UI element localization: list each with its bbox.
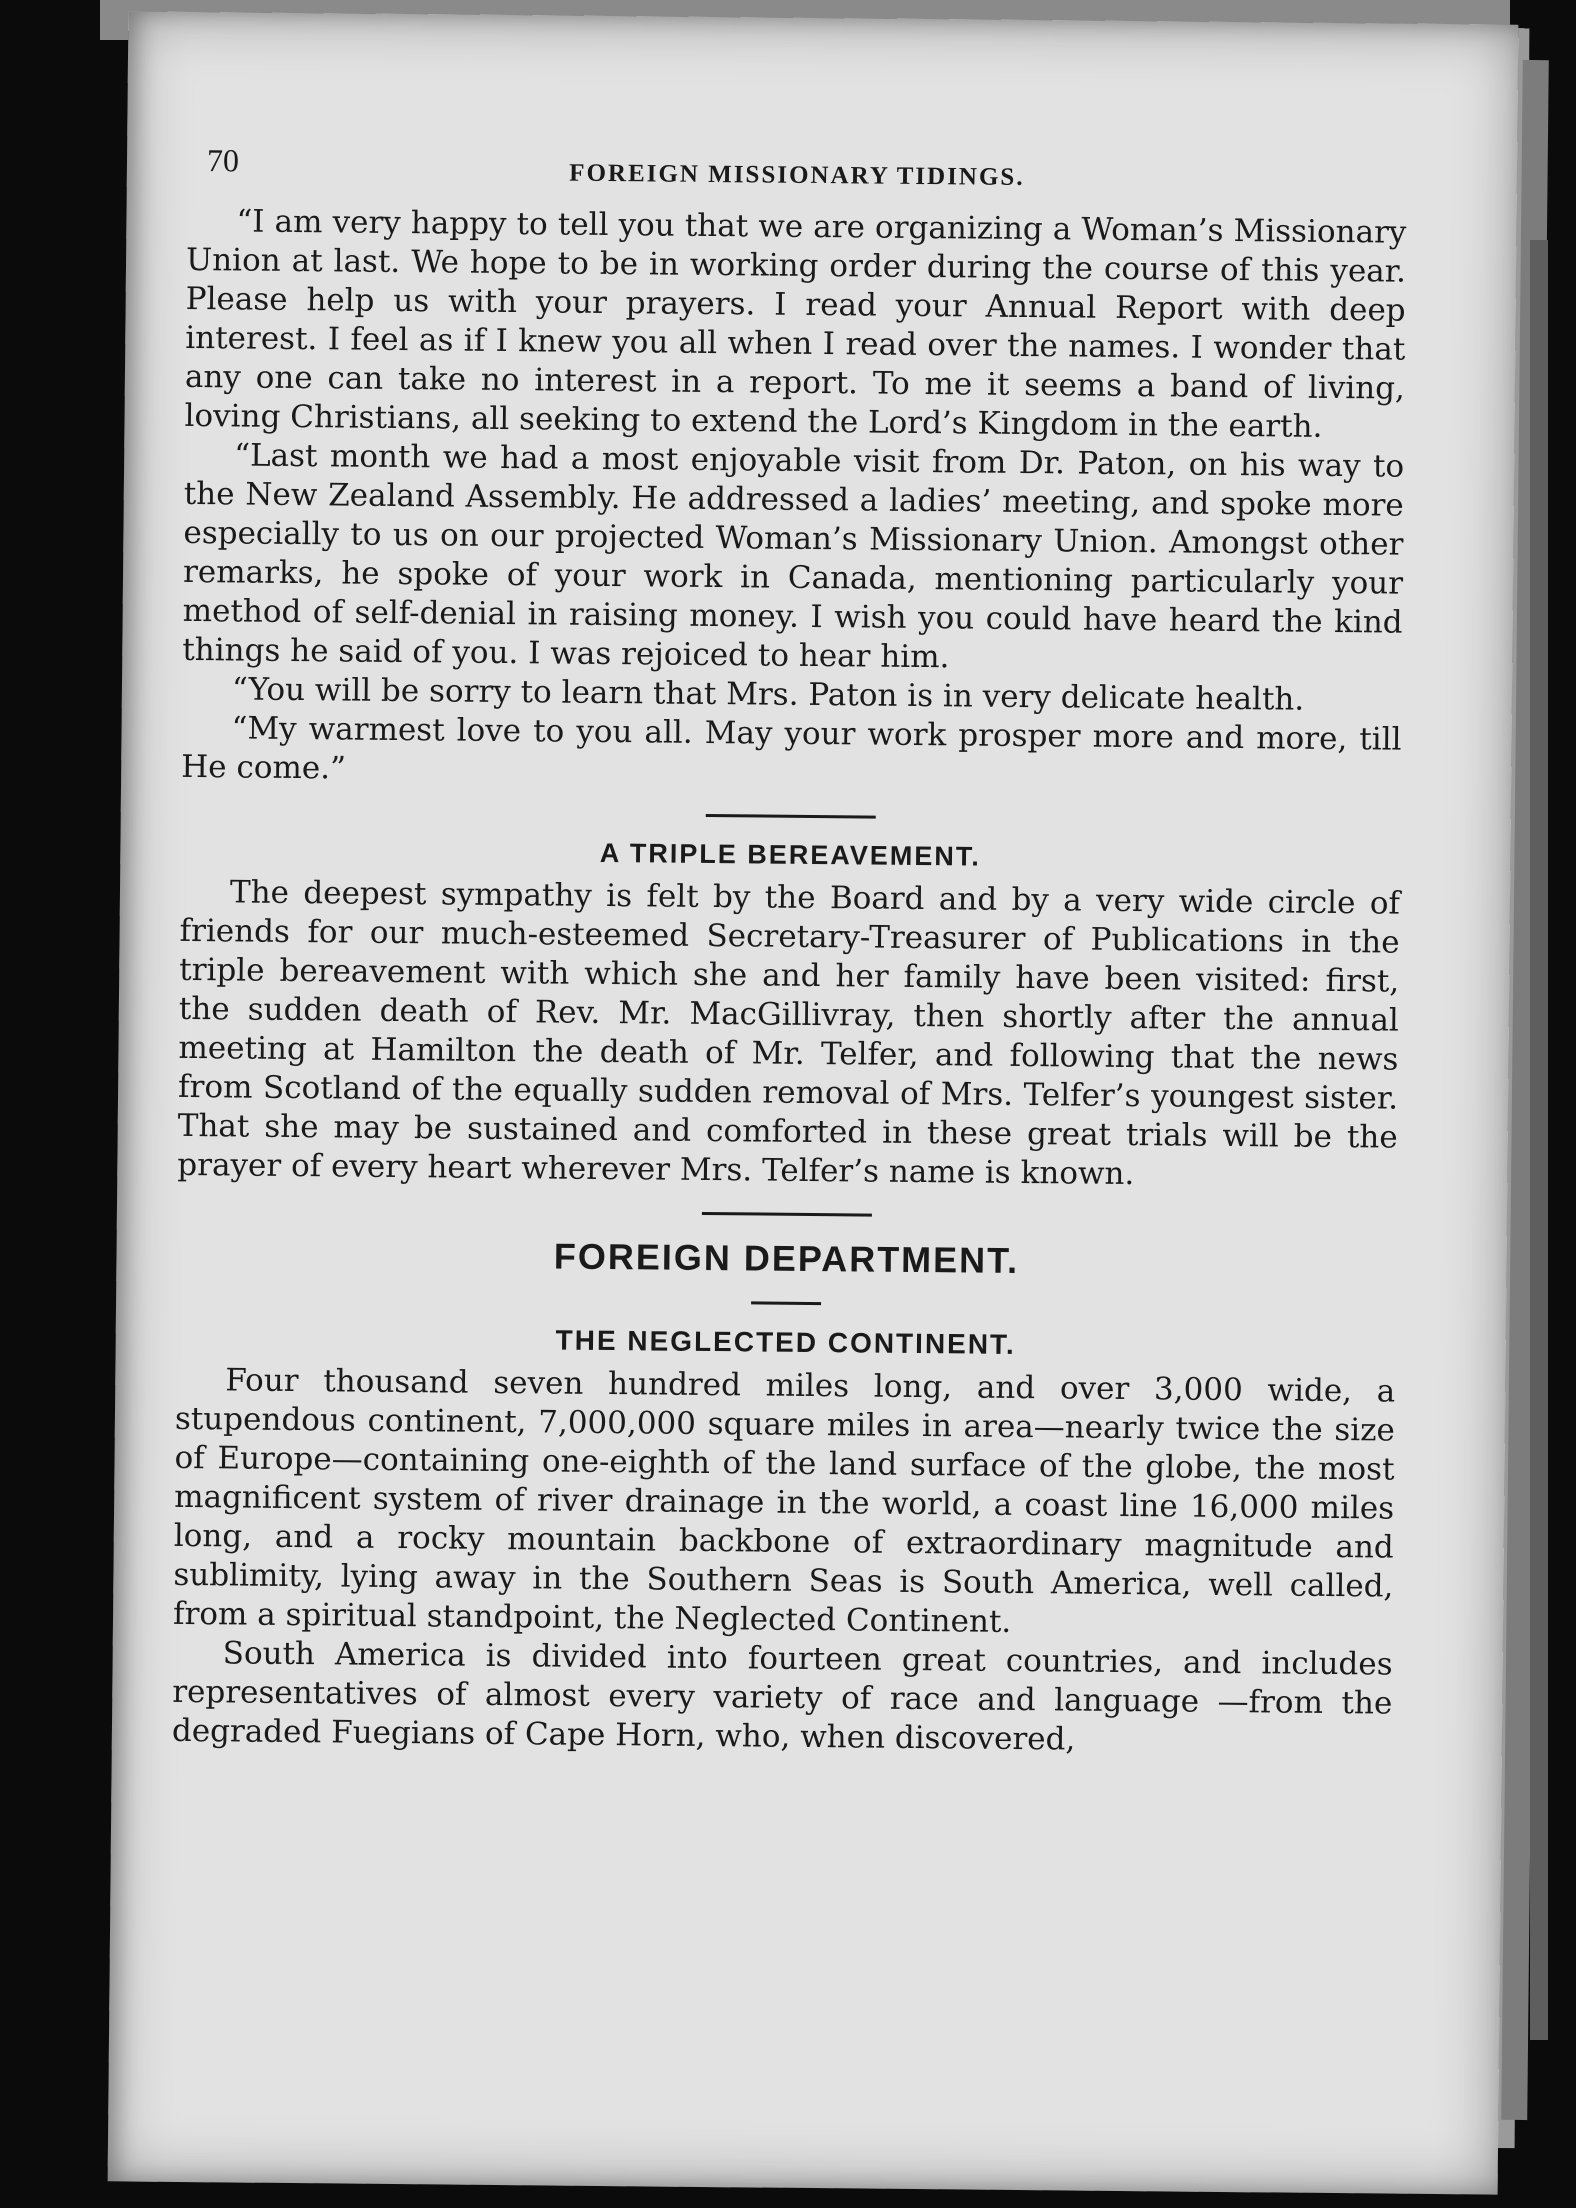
section-divider bbox=[706, 814, 876, 819]
bereavement-paragraph: The deepest sympathy is felt by the Board and by a very wide circle of friends for our much-esteemed Secretary-Treasurer of Publications in the triple bereavement with which she and her family have been visited: first, the sudden death of Rev. Mr. MacGillivray, then shortly after the annual meeting at Hamilton the death of Mr. Telfer, and following that the news from Scotland of the equally sudden removal of Mrs. Telfer’s youngest sister. That she may be sustained and comforted in these great trials will be the prayer of every heart wherever Mrs. Telfer’s name is known. bbox=[177, 874, 1401, 1193]
letter-paragraph: “My warmest love to you all. May your work prosper more and more, till He come.” bbox=[181, 710, 1402, 787]
page-content bbox=[172, 142, 1407, 1763]
letter-paragraph: “I am very happy to tell you that we are organizing a Woman’s Missionary Union at last. We hope to be in working order during the course of this year. Please help us with your prayers. I read your Annual Report with deep interest. I feel as if I knew you all when I read over the names. I wonder that any one can take no interest in a report. To me it seems a band of living, loving Christians, all seeking to extend the Lord’s Kingdom in the earth. bbox=[184, 203, 1407, 445]
page-number: 70 bbox=[206, 142, 240, 179]
letter-paragraph: “Last month we had a most enjoyable visit from Dr. Paton, on his way to the New Zealand Assembly. He addressed a ladies’ meeting, and spoke more especially to us on our projected Woman’s Missionary Union. Amongst other remarks, he spoke of your work in Canada, mentioning particularly your method of self-denial in raising money. I wish you could have heard the kind things he said of you. I was rejoiced to hear him. bbox=[182, 437, 1405, 676]
section-divider bbox=[702, 1212, 872, 1217]
foreign-department-section bbox=[172, 1232, 1397, 1763]
book-page bbox=[108, 11, 1519, 2194]
article-paragraph: Four thousand seven hundred miles long, and over 3,000 wide, a stupendous continent, 7,000,000 square miles in area—nearly twice the size of Europe—containing one-eighth of the land surface of the globe, the most magnificent system of river drainage in the world, a coast line 16,000 miles long, and a rocky mountain backbone of extraordinary magnitude and sublimity, lying away in the Southern Seas is South America, well called, from a spiritual standpoint, the Neglected Continent. bbox=[172, 1362, 1396, 1640]
letter-section bbox=[181, 202, 1407, 799]
page-stack-edge bbox=[1530, 240, 1548, 2040]
article-heading: THE NEGLECTED CONTINENT. bbox=[555, 1324, 1016, 1360]
article-paragraph: South America is divided into fourteen great countries, and includes representatives of almost every variety of race and language —from the degraded Fuegians of Cape Horn, who, when discovered, bbox=[171, 1635, 1393, 1758]
department-heading: FOREIGN DEPARTMENT. bbox=[553, 1235, 1020, 1281]
journal-title: FOREIGN MISSIONARY TIDINGS. bbox=[569, 159, 1025, 191]
bereavement-heading: A TRIPLE BEREAVEMENT. bbox=[599, 837, 982, 872]
bereavement-section bbox=[177, 834, 1400, 1197]
heading-divider bbox=[751, 1301, 821, 1305]
letter-paragraph: “You will be sorry to learn that Mrs. Paton is in very delicate health. bbox=[231, 671, 1305, 718]
